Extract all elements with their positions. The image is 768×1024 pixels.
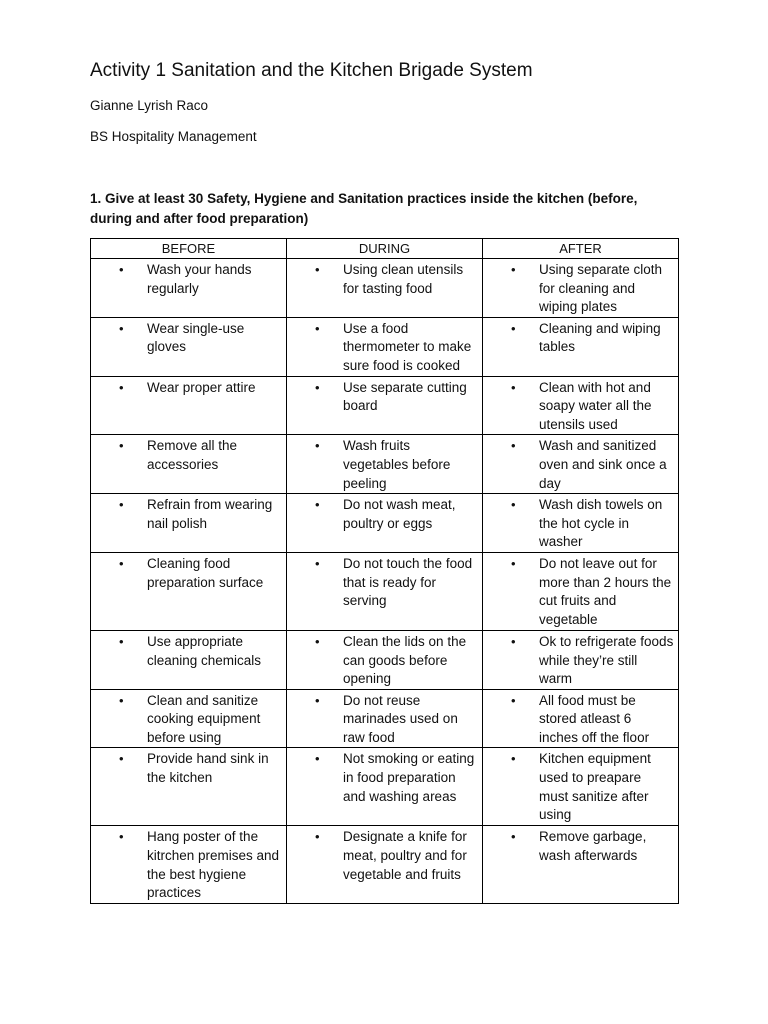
list-item (95, 633, 282, 670)
practice-text: Do not reuse marinades used on raw food (343, 692, 458, 745)
list-item (95, 261, 282, 298)
cell-after (483, 259, 679, 318)
table-header-row (91, 239, 679, 259)
table-row (91, 552, 679, 630)
bullet-icon: • (119, 438, 124, 454)
cell-before (91, 689, 287, 748)
bullet-icon: • (119, 751, 124, 767)
bullet-icon: • (511, 633, 516, 649)
cell-before (91, 552, 287, 630)
table-row (91, 376, 679, 435)
bullet-icon: • (119, 692, 124, 708)
bullet-icon: • (119, 320, 124, 336)
bullet-icon: • (119, 555, 124, 571)
practice-text: Do not touch the food that is ready for serving (343, 555, 473, 609)
list-item (487, 692, 674, 748)
cell-after (483, 552, 679, 630)
list-item (291, 496, 478, 533)
practice-text: Wash and sanitized oven and sink once a day (539, 438, 667, 491)
practice-text: Wear single-use gloves (147, 320, 245, 355)
practice-text: Do not leave out for more than 2 hours the cut fruits and vegetable (539, 555, 672, 627)
list-item (291, 750, 478, 806)
table-row (91, 494, 679, 553)
bullet-icon: • (315, 320, 320, 336)
cell-after (483, 376, 679, 435)
list-item (291, 828, 478, 884)
practice-text: Kitchen equipment used to preapare must sanitize after using (539, 751, 651, 823)
practice-text: Provide hand sink in the kitchen (147, 751, 269, 786)
list-item (95, 496, 282, 533)
list-item (95, 750, 282, 787)
practice-text: Cleaning and wiping tables (539, 320, 661, 355)
list-item (291, 692, 478, 748)
program-name: BS Hospitality Management (90, 129, 257, 144)
list-item (487, 379, 674, 435)
practice-text: Using separate cloth for cleaning and wiping plates (539, 262, 663, 315)
cell-after (483, 435, 679, 494)
bullet-icon: • (511, 262, 516, 277)
bullet-icon: • (315, 497, 320, 513)
practice-text: All food must be stored atleast 6 inches off the floor (539, 692, 650, 745)
cell-after (483, 317, 679, 376)
question-text: 1. Give at least 30 Safety, Hygiene and Sanitation practices inside the kitchen (before, during and after food preparation) (90, 191, 638, 226)
list-item (291, 555, 478, 611)
cell-after (483, 630, 679, 689)
list-item (487, 828, 674, 865)
table-row (91, 826, 679, 904)
cell-before (91, 376, 287, 435)
cell-during (287, 494, 483, 553)
bullet-icon: • (511, 320, 516, 336)
cell-before (91, 630, 287, 689)
practice-text: Do not wash meat, poultry or eggs (343, 497, 456, 531)
bullet-icon: • (119, 633, 124, 649)
bullet-icon: • (315, 751, 320, 767)
cell-after (483, 748, 679, 826)
practices-table (90, 238, 679, 904)
cell-before (91, 317, 287, 376)
list-item (291, 261, 478, 298)
bullet-icon: • (511, 829, 516, 845)
cell-during (287, 630, 483, 689)
document-title: Activity 1 Sanitation and the Kitchen Brigade System (90, 60, 533, 81)
cell-during (287, 259, 483, 318)
bullet-icon: • (315, 555, 320, 571)
practice-text: Clean the lids on the can goods before opening (343, 633, 467, 687)
bullet-icon: • (511, 751, 516, 767)
cell-during (287, 435, 483, 494)
list-item (291, 633, 478, 689)
practice-text: Use separate cutting board (343, 379, 467, 414)
list-item (487, 437, 674, 493)
list-item (95, 379, 282, 398)
practice-text: Remove all the accessories (147, 438, 238, 472)
bullet-icon: • (315, 829, 320, 845)
practice-text: Use appropriate cleaning chemicals (147, 633, 262, 668)
cell-before (91, 494, 287, 553)
practice-text: Wash fruits vegetables before peeling (343, 438, 451, 491)
practice-text: Wear proper attire (147, 379, 256, 395)
practice-text: Hang poster of the kitrchen premises and the best hygiene practices (147, 829, 280, 901)
list-item (95, 692, 282, 748)
list-item (487, 633, 674, 689)
bullet-icon: • (119, 379, 124, 395)
list-item (487, 261, 674, 317)
header-during: DURING (287, 239, 483, 259)
practice-text: Remove garbage, wash afterwards (539, 829, 647, 864)
bullet-icon: • (511, 497, 516, 513)
cell-before (91, 435, 287, 494)
cell-during (287, 317, 483, 376)
cell-during (287, 376, 483, 435)
bullet-icon: • (511, 692, 516, 708)
table-row (91, 748, 679, 826)
cell-before (91, 826, 287, 904)
practice-text: Wash your hands regularly (147, 262, 252, 296)
list-item (291, 437, 478, 493)
practice-text: Clean and sanitize cooking equipment before using (147, 692, 261, 745)
header-after: AFTER (483, 239, 679, 259)
practice-text: Use a food thermometer to make sure food is cooked (343, 320, 472, 373)
list-item (95, 555, 282, 592)
cell-before (91, 259, 287, 318)
practice-text: Not smoking or eating in food preparation and washing areas (343, 751, 475, 804)
practice-text: Ok to refrigerate foods while they’re still warm (539, 633, 674, 687)
author-name: Gianne Lyrish Raco (90, 98, 209, 113)
cell-during (287, 689, 483, 748)
bullet-icon: • (315, 262, 320, 277)
practice-text: Designate a knife for meat, poultry and for vegetable and fruits (343, 829, 467, 882)
practice-text: Refrain from wearing nail polish (147, 497, 273, 531)
list-item (95, 437, 282, 474)
bullet-icon: • (511, 379, 516, 395)
bullet-icon: • (511, 438, 516, 454)
list-item (291, 379, 478, 416)
practice-text: Wash dish towels on the hot cycle in washer (539, 497, 663, 550)
table-row (91, 689, 679, 748)
list-item (291, 320, 478, 376)
bullet-icon: • (315, 692, 320, 708)
bullet-icon: • (119, 829, 124, 845)
list-item (487, 320, 674, 357)
list-item (487, 555, 674, 629)
list-item (95, 320, 282, 357)
cell-during (287, 552, 483, 630)
practice-text: Using clean utensils for tasting food (343, 262, 464, 296)
practice-text: Clean with hot and soapy water all the utensils used (539, 379, 652, 432)
table-row (91, 317, 679, 376)
bullet-icon: • (511, 555, 516, 571)
cell-during (287, 826, 483, 904)
bullet-icon: • (119, 497, 124, 513)
bullet-icon: • (315, 379, 320, 395)
list-item (487, 496, 674, 552)
cell-after (483, 689, 679, 748)
table-row (91, 630, 679, 689)
list-item (487, 750, 674, 824)
cell-before (91, 748, 287, 826)
cell-during (287, 748, 483, 826)
practice-text: Cleaning food preparation surface (147, 555, 264, 590)
table-row (91, 259, 679, 318)
cell-after (483, 826, 679, 904)
cell-after (483, 494, 679, 553)
header-before: BEFORE (91, 239, 287, 259)
list-item (95, 828, 282, 902)
bullet-icon: • (315, 633, 320, 649)
table-body (91, 259, 679, 904)
bullet-icon: • (119, 262, 124, 277)
table-row (91, 435, 679, 494)
bullet-icon: • (315, 438, 320, 454)
